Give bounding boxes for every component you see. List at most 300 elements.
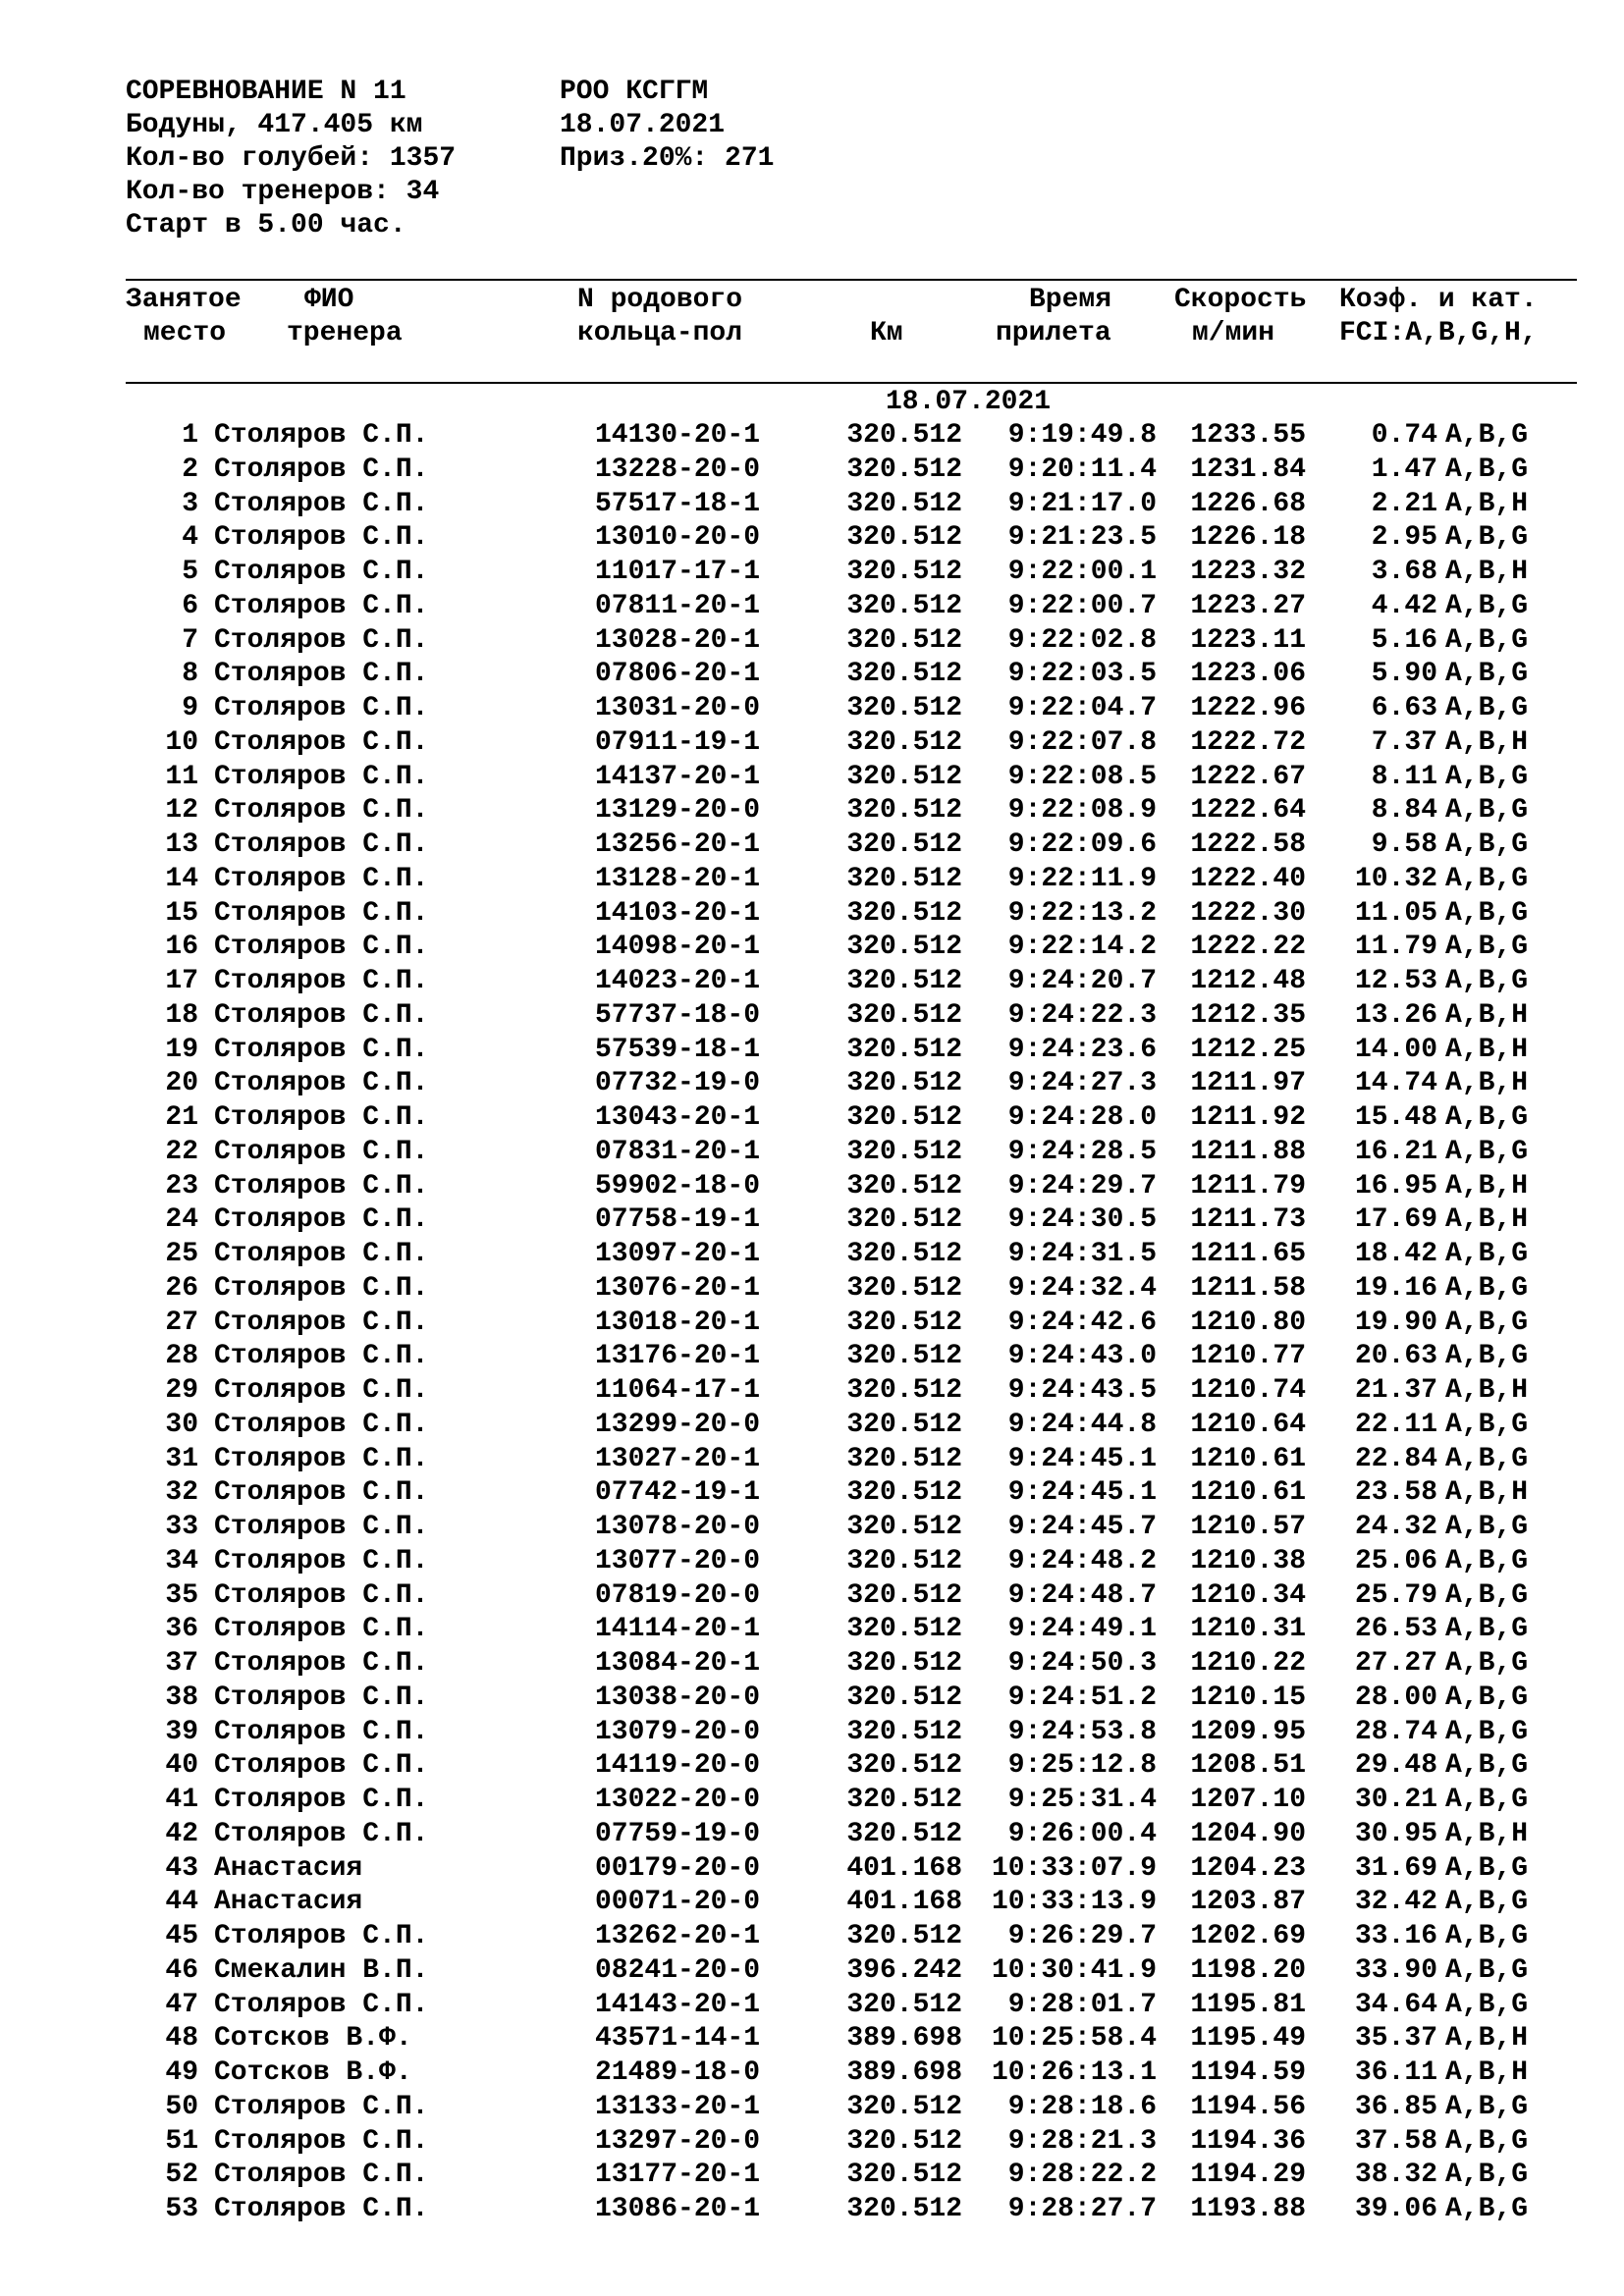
cell-ring: 14137-20-1	[595, 761, 761, 792]
cell-ring: 14103-20-1	[595, 897, 761, 929]
cell-coef: 21.37	[1354, 1375, 1437, 1406]
cell-place: 26	[165, 1272, 198, 1304]
cell-distance: 320.512	[846, 795, 962, 827]
table-row	[0, 559, 1624, 592]
table-row	[0, 863, 1624, 899]
cell-category: A,B,H	[1445, 1068, 1529, 1099]
cell-place: 5	[182, 557, 198, 587]
cell-arrival: 9:22:00.7	[1007, 590, 1157, 621]
table-row	[0, 2091, 1624, 2127]
cell-ring: 07911-19-1	[595, 726, 761, 758]
cell-place: 6	[182, 590, 198, 621]
cell-ring: 11064-17-1	[595, 1375, 761, 1406]
cell-speed: 1233.55	[1190, 420, 1306, 451]
cell-trainer: Столяров С.П.	[214, 1579, 429, 1611]
cell-trainer: Столяров С.П.	[214, 1170, 429, 1201]
cell-category: A,B,G	[1445, 1716, 1529, 1747]
cell-coef: 23.58	[1354, 1477, 1437, 1509]
cell-distance: 389.698	[846, 2057, 962, 2088]
table-row	[0, 1104, 1624, 1138]
cell-coef: 36.11	[1354, 2057, 1437, 2088]
cell-place: 4	[182, 522, 198, 554]
cell-coef: 5.90	[1371, 659, 1437, 690]
cell-speed: 1211.92	[1190, 1102, 1306, 1133]
table-row	[0, 1206, 1624, 1240]
cell-speed: 1204.90	[1190, 1818, 1306, 1849]
cell-ring: 13299-20-0	[595, 1409, 761, 1440]
cell-place: 36	[165, 1614, 198, 1645]
cell-category: A,B,G	[1445, 420, 1529, 451]
cell-coef: 31.69	[1354, 1852, 1437, 1884]
cell-arrival: 9:22:08.5	[1007, 761, 1157, 792]
cell-category: A,B,G	[1445, 1921, 1529, 1951]
cell-category: A,B,G	[1445, 590, 1529, 621]
cell-ring: 13028-20-1	[595, 624, 761, 656]
cell-trainer: Столяров С.П.	[214, 1682, 429, 1713]
cell-distance: 320.512	[846, 863, 962, 894]
cell-arrival: 9:20:11.4	[1007, 454, 1157, 485]
cell-distance: 320.512	[846, 761, 962, 792]
cell-trainer: Сотсков В.Ф.	[214, 2057, 412, 2088]
cell-place: 19	[165, 1034, 198, 1065]
cell-speed: 1212.35	[1190, 999, 1306, 1031]
cell-speed: 1222.64	[1190, 795, 1306, 827]
cell-coef: 11.05	[1354, 897, 1437, 929]
cell-distance: 320.512	[846, 557, 962, 587]
cell-category: A,B,G	[1445, 1785, 1529, 1815]
start-time: Старт в 5.00 час.	[126, 210, 406, 240]
cell-arrival: 9:22:02.8	[1007, 624, 1157, 656]
cell-ring: 07759-19-0	[595, 1818, 761, 1849]
cell-ring: 13097-20-1	[595, 1239, 761, 1269]
table-row	[0, 1616, 1624, 1649]
cell-place: 22	[165, 1136, 198, 1167]
cell-trainer: Столяров С.П.	[214, 1034, 429, 1065]
cell-place: 42	[165, 1818, 198, 1849]
table-row	[0, 1716, 1624, 1752]
cell-arrival: 9:24:42.6	[1007, 1307, 1157, 1338]
cell-speed: 1211.79	[1190, 1170, 1306, 1201]
cell-ring: 13027-20-1	[595, 1443, 761, 1474]
cell-arrival: 9:28:21.3	[1007, 2125, 1157, 2157]
cell-coef: 25.06	[1354, 1545, 1437, 1576]
cell-category: A,B,G	[1445, 1954, 1529, 1986]
table-row	[0, 1650, 1624, 1683]
table-row	[0, 1684, 1624, 1718]
table-row	[0, 1954, 1624, 1991]
table-row	[0, 1514, 1624, 1547]
table-row	[0, 934, 1624, 967]
cell-coef: 22.11	[1354, 1409, 1437, 1440]
pigeon-count: Кол-во голубей: 1357	[126, 143, 457, 174]
cell-arrival: 9:26:00.4	[1007, 1818, 1157, 1849]
cell-distance: 320.512	[846, 1102, 962, 1133]
cell-coef: 8.84	[1371, 795, 1437, 827]
cell-speed: 1212.25	[1190, 1034, 1306, 1065]
cell-trainer: Столяров С.П.	[214, 1989, 429, 2020]
cell-distance: 320.512	[846, 1818, 962, 1849]
table-row	[0, 1923, 1624, 1956]
cell-arrival: 9:24:48.7	[1007, 1579, 1157, 1611]
cell-speed: 1222.30	[1190, 897, 1306, 929]
cell-ring: 14098-20-1	[595, 932, 761, 963]
cell-ring: 13078-20-0	[595, 1512, 761, 1542]
cell-place: 8	[182, 659, 198, 690]
cell-ring: 07732-19-0	[595, 1068, 761, 1099]
table-header-rule	[126, 382, 1577, 384]
cell-arrival: 9:22:09.6	[1007, 829, 1157, 860]
prize-quota: Приз.20%: 271	[560, 143, 775, 174]
cell-speed: 1210.64	[1190, 1409, 1306, 1440]
cell-trainer: Столяров С.П.	[214, 2125, 429, 2157]
col-time-line2: прилета	[996, 318, 1111, 348]
cell-distance: 320.512	[846, 1750, 962, 1782]
cell-coef: 26.53	[1354, 1614, 1437, 1645]
cell-coef: 20.63	[1354, 1341, 1437, 1372]
cell-speed: 1210.57	[1190, 1512, 1306, 1542]
table-row	[0, 797, 1624, 830]
cell-coef: 22.84	[1354, 1443, 1437, 1474]
cell-place: 41	[165, 1785, 198, 1815]
table-row	[0, 1818, 1624, 1854]
cell-place: 53	[165, 2194, 198, 2224]
cell-arrival: 9:24:29.7	[1007, 1170, 1157, 1201]
cell-category: A,B,G	[1445, 1989, 1529, 2020]
cell-arrival: 9:24:28.5	[1007, 1136, 1157, 1167]
col-name-line1: ФИО	[304, 285, 354, 315]
cell-trainer: Столяров С.П.	[214, 761, 429, 792]
cell-distance: 320.512	[846, 1579, 962, 1611]
cell-ring: 13010-20-0	[595, 522, 761, 554]
cell-coef: 17.69	[1354, 1204, 1437, 1236]
cell-coef: 6.63	[1371, 693, 1437, 723]
cell-category: A,B,G	[1445, 829, 1529, 860]
cell-distance: 320.512	[846, 590, 962, 621]
col-km: Км	[870, 318, 903, 348]
cell-trainer: Столяров С.П.	[214, 1375, 429, 1406]
cell-trainer: Столяров С.П.	[214, 999, 429, 1031]
cell-place: 39	[165, 1716, 198, 1747]
cell-category: A,B,G	[1445, 454, 1529, 485]
cell-coef: 15.48	[1354, 1102, 1437, 1133]
cell-speed: 1211.97	[1190, 1068, 1306, 1099]
cell-coef: 33.90	[1354, 1954, 1437, 1986]
cell-place: 32	[165, 1477, 198, 1509]
table-row	[0, 726, 1624, 763]
cell-place: 12	[165, 795, 198, 827]
cell-distance: 320.512	[846, 1341, 962, 1372]
release-point: Бодуны, 417.405 км	[126, 110, 423, 140]
date-group-label: 18.07.2021	[886, 387, 1052, 417]
table-row	[0, 488, 1624, 524]
cell-place: 10	[165, 726, 198, 758]
cell-trainer: Столяров С.П.	[214, 1921, 429, 1951]
cell-speed: 1212.48	[1190, 966, 1306, 996]
table-row	[0, 1170, 1624, 1206]
cell-category: A,B,G	[1445, 966, 1529, 996]
col-speed-line2: м/мин	[1192, 318, 1275, 348]
table-row	[0, 422, 1624, 455]
cell-distance: 320.512	[846, 1443, 962, 1474]
cell-ring: 00179-20-0	[595, 1852, 761, 1884]
cell-ring: 14119-20-0	[595, 1750, 761, 1782]
cell-distance: 320.512	[846, 1716, 962, 1747]
cell-coef: 19.90	[1354, 1307, 1437, 1338]
table-row	[0, 524, 1624, 558]
cell-ring: 08241-20-0	[595, 1954, 761, 1986]
cell-distance: 320.512	[846, 1989, 962, 2020]
cell-speed: 1223.06	[1190, 659, 1306, 690]
cell-trainer: Столяров С.П.	[214, 863, 429, 894]
cell-distance: 320.512	[846, 659, 962, 690]
cell-speed: 1209.95	[1190, 1716, 1306, 1747]
cell-arrival: 9:24:22.3	[1007, 999, 1157, 1031]
cell-ring: 13031-20-0	[595, 693, 761, 723]
table-top-rule	[126, 279, 1577, 281]
cell-category: A,B,G	[1445, 1272, 1529, 1304]
cell-distance: 320.512	[846, 932, 962, 963]
cell-category: A,B,G	[1445, 1648, 1529, 1679]
cell-ring: 13018-20-1	[595, 1307, 761, 1338]
cell-place: 24	[165, 1204, 198, 1236]
cell-trainer: Столяров С.П.	[214, 1785, 429, 1815]
cell-distance: 320.512	[846, 488, 962, 519]
cell-ring: 07742-19-1	[595, 1477, 761, 1509]
cell-trainer: Столяров С.П.	[214, 624, 429, 656]
cell-trainer: Столяров С.П.	[214, 1307, 429, 1338]
cell-coef: 2.21	[1371, 488, 1437, 519]
cell-arrival: 9:24:48.2	[1007, 1545, 1157, 1576]
cell-distance: 320.512	[846, 1068, 962, 1099]
cell-coef: 33.16	[1354, 1921, 1437, 1951]
col-speed-line1: Скорость	[1174, 285, 1307, 315]
cell-trainer: Столяров С.П.	[214, 420, 429, 451]
cell-trainer: Столяров С.П.	[214, 1545, 429, 1576]
cell-category: A,B,G	[1445, 1682, 1529, 1713]
cell-arrival: 10:25:58.4	[991, 2023, 1157, 2055]
cell-distance: 320.512	[846, 1682, 962, 1713]
cell-arrival: 9:25:31.4	[1007, 1785, 1157, 1815]
cell-category: A,B,G	[1445, 659, 1529, 690]
cell-ring: 13133-20-1	[595, 2091, 761, 2122]
cell-ring: 14143-20-1	[595, 1989, 761, 2020]
cell-category: A,B,G	[1445, 1852, 1529, 1884]
cell-distance: 320.512	[846, 897, 962, 929]
cell-arrival: 9:24:32.4	[1007, 1272, 1157, 1304]
cell-arrival: 9:24:51.2	[1007, 1682, 1157, 1713]
cell-category: A,B,H	[1445, 1170, 1529, 1201]
table-row	[0, 968, 1624, 1001]
cell-ring: 13256-20-1	[595, 829, 761, 860]
cell-coef: 12.53	[1354, 966, 1437, 996]
cell-place: 14	[165, 863, 198, 894]
race-date: 18.07.2021	[560, 110, 726, 140]
cell-ring: 14023-20-1	[595, 966, 761, 996]
cell-ring: 13228-20-0	[595, 454, 761, 485]
cell-distance: 320.512	[846, 2125, 962, 2157]
cell-arrival: 9:28:01.7	[1007, 1989, 1157, 2020]
cell-coef: 39.06	[1354, 2194, 1437, 2224]
cell-category: A,B,G	[1445, 2160, 1529, 2191]
cell-distance: 320.512	[846, 1648, 962, 1679]
col-coef-line1: Коэф. и кат.	[1339, 285, 1538, 315]
cell-speed: 1210.34	[1190, 1579, 1306, 1611]
cell-coef: 0.74	[1371, 420, 1437, 451]
cell-arrival: 9:28:27.7	[1007, 2194, 1157, 2224]
cell-trainer: Столяров С.П.	[214, 726, 429, 758]
cell-category: A,B,G	[1445, 522, 1529, 554]
cell-trainer: Столяров С.П.	[214, 659, 429, 690]
cell-ring: 13128-20-1	[595, 863, 761, 894]
cell-speed: 1207.10	[1190, 1785, 1306, 1815]
cell-place: 45	[165, 1921, 198, 1951]
cell-distance: 320.512	[846, 1409, 962, 1440]
cell-arrival: 9:24:49.1	[1007, 1614, 1157, 1645]
cell-place: 2	[182, 454, 198, 485]
cell-speed: 1194.59	[1190, 2057, 1306, 2088]
cell-coef: 37.58	[1354, 2125, 1437, 2157]
cell-arrival: 9:22:08.9	[1007, 795, 1157, 827]
cell-trainer: Столяров С.П.	[214, 1614, 429, 1645]
table-row	[0, 2125, 1624, 2162]
cell-trainer: Столяров С.П.	[214, 1512, 429, 1542]
cell-trainer: Столяров С.П.	[214, 1443, 429, 1474]
cell-speed: 1202.69	[1190, 1921, 1306, 1951]
cell-speed: 1210.77	[1190, 1341, 1306, 1372]
table-row	[0, 695, 1624, 728]
cell-coef: 5.16	[1371, 624, 1437, 656]
cell-place: 11	[165, 761, 198, 792]
cell-category: A,B,G	[1445, 1443, 1529, 1474]
cell-speed: 1210.74	[1190, 1375, 1306, 1406]
cell-coef: 2.95	[1371, 522, 1437, 554]
cell-trainer: Столяров С.П.	[214, 1648, 429, 1679]
cell-distance: 320.512	[846, 1307, 962, 1338]
col-coef-line2: FCI:A,B,G,H,	[1339, 318, 1538, 348]
cell-ring: 13177-20-1	[595, 2160, 761, 2191]
cell-place: 9	[182, 693, 198, 723]
cell-arrival: 9:24:44.8	[1007, 1409, 1157, 1440]
table-row	[0, 1989, 1624, 2025]
cell-ring: 43571-14-1	[595, 2023, 761, 2055]
cell-category: A,B,H	[1445, 1204, 1529, 1236]
cell-coef: 14.74	[1354, 1068, 1437, 1099]
cell-category: A,B,G	[1445, 1512, 1529, 1542]
cell-coef: 14.00	[1354, 1034, 1437, 1065]
cell-ring: 13022-20-0	[595, 1785, 761, 1815]
table-row	[0, 1443, 1624, 1479]
table-row	[0, 590, 1624, 626]
cell-speed: 1222.40	[1190, 863, 1306, 894]
cell-coef: 8.11	[1371, 761, 1437, 792]
cell-category: A,B,G	[1445, 1307, 1529, 1338]
cell-ring: 13079-20-0	[595, 1716, 761, 1747]
cell-place: 46	[165, 1954, 198, 1986]
cell-distance: 320.512	[846, 1239, 962, 1269]
cell-place: 29	[165, 1375, 198, 1406]
cell-category: A,B,G	[1445, 1102, 1529, 1133]
cell-arrival: 9:24:27.3	[1007, 1068, 1157, 1099]
cell-arrival: 9:26:29.7	[1007, 1921, 1157, 1951]
cell-place: 52	[165, 2160, 198, 2191]
cell-category: A,B,H	[1445, 726, 1529, 758]
cell-category: A,B,G	[1445, 932, 1529, 963]
table-row	[0, 1889, 1624, 1922]
cell-arrival: 9:21:23.5	[1007, 522, 1157, 554]
cell-arrival: 9:24:43.5	[1007, 1375, 1157, 1406]
cell-category: A,B,H	[1445, 1477, 1529, 1509]
cell-place: 48	[165, 2023, 198, 2055]
cell-speed: 1203.87	[1190, 1887, 1306, 1918]
cell-place: 38	[165, 1682, 198, 1713]
cell-distance: 320.512	[846, 999, 962, 1031]
cell-arrival: 9:19:49.8	[1007, 420, 1157, 451]
cell-place: 43	[165, 1852, 198, 1884]
cell-distance: 401.168	[846, 1852, 962, 1884]
table-row	[0, 1272, 1624, 1308]
cell-place: 16	[165, 932, 198, 963]
table-row	[0, 1034, 1624, 1070]
cell-distance: 396.242	[846, 1954, 962, 1986]
cell-place: 51	[165, 2125, 198, 2157]
cell-speed: 1195.49	[1190, 2023, 1306, 2055]
cell-arrival: 9:25:12.8	[1007, 1750, 1157, 1782]
cell-coef: 28.74	[1354, 1716, 1437, 1747]
cell-trainer: Столяров С.П.	[214, 1409, 429, 1440]
cell-distance: 320.512	[846, 1272, 962, 1304]
table-row	[0, 999, 1624, 1036]
cell-trainer: Столяров С.П.	[214, 454, 429, 485]
competition-title: СОРЕВНОВАНИЕ N 11	[126, 77, 406, 107]
table-row	[0, 1241, 1624, 1274]
cell-speed: 1226.68	[1190, 488, 1306, 519]
cell-category: A,B,G	[1445, 1341, 1529, 1372]
cell-speed: 1210.38	[1190, 1545, 1306, 1576]
cell-speed: 1194.29	[1190, 2160, 1306, 2191]
col-place-line1: Занятое	[126, 285, 242, 315]
cell-ring: 57737-18-0	[595, 999, 761, 1031]
cell-coef: 25.79	[1354, 1579, 1437, 1611]
cell-trainer: Столяров С.П.	[214, 966, 429, 996]
cell-category: A,B,G	[1445, 1409, 1529, 1440]
cell-speed: 1222.67	[1190, 761, 1306, 792]
cell-category: A,B,G	[1445, 1136, 1529, 1167]
cell-speed: 1222.72	[1190, 726, 1306, 758]
cell-ring: 57517-18-1	[595, 488, 761, 519]
table-row	[0, 1343, 1624, 1376]
table-row	[0, 1852, 1624, 1889]
col-place-line2: место	[143, 318, 227, 348]
cell-coef: 10.32	[1354, 863, 1437, 894]
cell-trainer: Столяров С.П.	[214, 897, 429, 929]
cell-place: 13	[165, 829, 198, 860]
table-row	[0, 1409, 1624, 1445]
cell-arrival: 9:24:31.5	[1007, 1239, 1157, 1269]
cell-speed: 1198.20	[1190, 1954, 1306, 1986]
cell-category: A,B,H	[1445, 2023, 1529, 2055]
cell-ring: 13086-20-1	[595, 2194, 761, 2224]
cell-arrival: 9:24:20.7	[1007, 966, 1157, 996]
cell-arrival: 9:22:03.5	[1007, 659, 1157, 690]
cell-distance: 320.512	[846, 2160, 962, 2191]
cell-place: 21	[165, 1102, 198, 1133]
cell-speed: 1210.31	[1190, 1614, 1306, 1645]
col-ring-line2: кольца-пол	[577, 318, 743, 348]
cell-trainer: Сотсков В.Ф.	[214, 2023, 412, 2055]
cell-distance: 320.512	[846, 966, 962, 996]
cell-category: A,B,H	[1445, 557, 1529, 587]
cell-coef: 16.21	[1354, 1136, 1437, 1167]
